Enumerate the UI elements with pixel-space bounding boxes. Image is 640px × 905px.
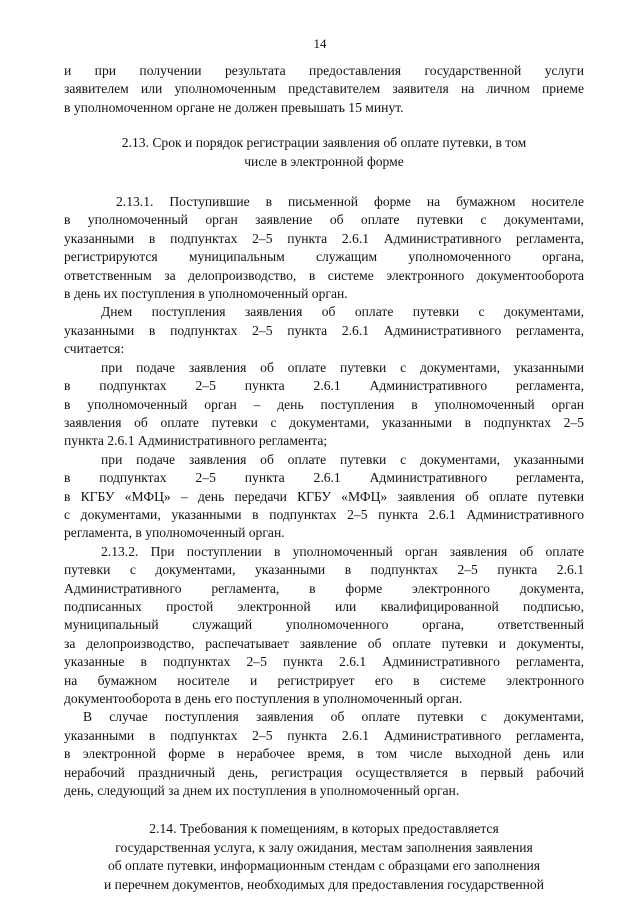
text-line: указанными в подпунктах 2–5 пункта 2.6.1 Административного регламента,: [64, 322, 584, 338]
text-line: путевки с документами, указанными в подпунктах 2–5 пункта 2.6.1: [64, 562, 584, 578]
text-line: Днем поступления заявления об оплате путевки с документами,: [101, 304, 584, 320]
text-line: пункта 2.6.1 Административного регламента;: [64, 433, 328, 449]
text-line: подписанных простой электронной или квалифицированной подписью,: [64, 598, 584, 614]
text-line: в день их поступления в уполномоченный орган.: [64, 286, 348, 302]
text-line: нерабочий праздничный день, регистрация осуществляется в первый рабочий: [64, 764, 584, 780]
paragraph-day-of-receipt: [64, 303, 584, 358]
text-line: документооборота в день его поступления в уполномоченный орган.: [64, 691, 463, 706]
paragraph-case-mfc: [64, 451, 584, 543]
text-line: В случае поступления заявления об оплате путевки с документами,: [83, 709, 584, 725]
text-line: указанными в подпунктах 2–5 пункта 2.6.1 Административного регламента,: [64, 230, 584, 246]
text-line: в электронной форме в нерабочее время, в том числе выходной день или: [64, 746, 584, 762]
heading-line: 2.14. Требования к помещениям, в которых предоставляется: [149, 821, 499, 837]
paragraph-2-13-1: [64, 193, 584, 303]
text-line: и при получении результата предоставления государственной услуги: [64, 63, 584, 78]
text-line: в уполномоченном органе не должен превышать 15 минут.: [64, 99, 404, 115]
text-line: Административного регламента, в форме электронного документа,: [64, 580, 584, 596]
section-heading-2-13: [64, 134, 584, 171]
text-line: регламента, в уполномоченный орган.: [64, 525, 285, 541]
text-line: ответственным за делопроизводство, в системе электронного документооборота: [64, 267, 584, 283]
text-line: указанными в подпунктах 2–5 пункта 2.6.1 Административного регламента,: [64, 727, 584, 743]
text-line: в подпунктах 2–5 пункта 2.6.1 Административного регламента,: [64, 378, 584, 394]
text-line: заявления об оплате путевки с документами, указанными в подпунктах 2–5: [64, 414, 584, 430]
paragraph-2-13-2: [64, 543, 584, 709]
heading-line: об оплате путевки, информационным стендам с образцами его заполнения: [107, 858, 541, 874]
heading-line: числе в электронной форме: [244, 153, 404, 169]
text-line: при подаче заявления об оплате путевки с документами, указанными: [101, 359, 584, 375]
text-line: в уполномоченный орган заявление об оплате путевки с документами,: [64, 212, 584, 228]
paragraph-case-authority: [64, 359, 584, 451]
heading-line: и перечнем документов, необходимых для предоставления государственной: [104, 876, 544, 892]
text-line: в подпунктах 2–5 пункта 2.6.1 Административного регламента,: [64, 470, 584, 486]
page-number: 14: [313, 36, 327, 51]
text-line: заявителем или уполномоченным представителем заявителя на личном приеме: [64, 81, 584, 97]
document-body: [64, 62, 584, 894]
text-line: с документами, указанными в подпунктах 2–5 пункта 2.6.1 Административного: [64, 506, 584, 522]
text-line: указанные в подпунктах 2–5 пункта 2.6.1 Административного регламента,: [64, 654, 584, 670]
text-line: регистрируются муниципальным служащим уполномоченного органа,: [64, 249, 584, 265]
text-line: в КГБУ «МФЦ» – день передачи КГБУ «МФЦ» заявления об оплате путевки: [64, 488, 584, 504]
heading-line: государственная услуга, к залу ожидания, местам заполнения заявления: [115, 839, 533, 855]
paragraph-intro: [64, 62, 584, 117]
text-line: 2.13.1. Поступившие в письменной форме на бумажном носителе: [116, 194, 584, 210]
text-line: 2.13.2. При поступлении в уполномоченный орган заявления об оплате: [101, 543, 584, 559]
section-heading-2-14: [64, 820, 584, 894]
text-line: день, следующий за днем их поступления в уполномоченный орган.: [64, 783, 460, 799]
text-line: в уполномоченный орган – день поступления в уполномоченный орган: [64, 396, 584, 412]
text-line: за делопроизводство, распечатывает заявление об оплате путевки и документы,: [64, 635, 584, 651]
paragraph-electronic-form: [64, 708, 584, 800]
heading-line: 2.13. Срок и порядок регистрации заявления об оплате путевки, в том: [121, 135, 527, 151]
text-line: считается:: [64, 341, 125, 357]
text-line: на бумажном носителе и регистрирует его в системе электронного: [64, 672, 584, 688]
text-line: муниципальный служащий уполномоченного органа, ответственный: [64, 617, 584, 633]
text-line: при подаче заявления об оплате путевки с документами, указанными: [101, 451, 584, 467]
